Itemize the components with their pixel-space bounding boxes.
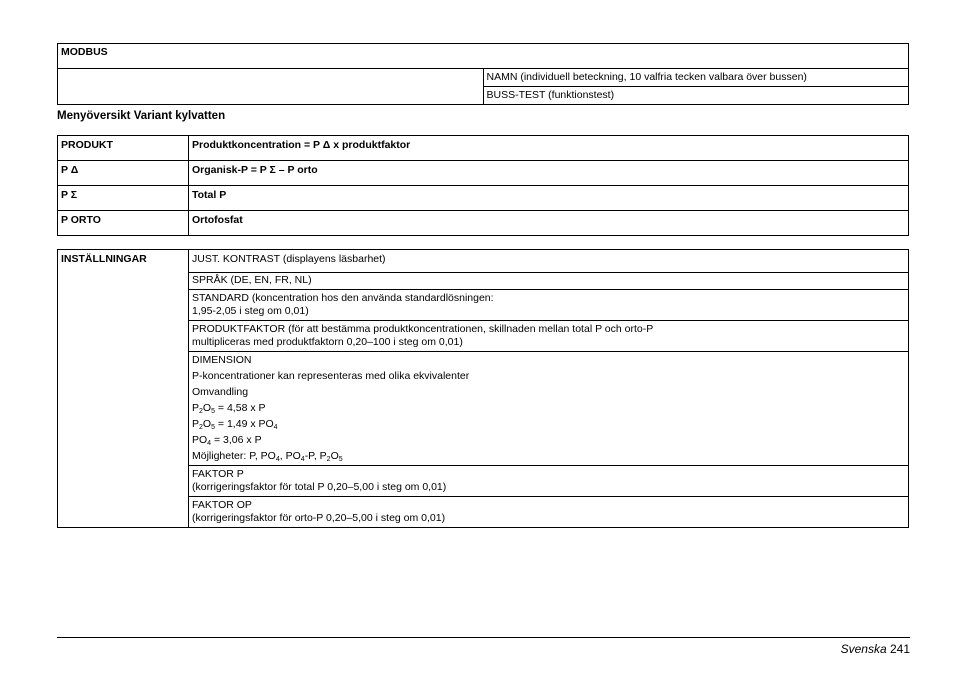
table-row: [58, 211, 909, 236]
faktor-p-title: FAKTOR P: [192, 468, 244, 480]
footer-language: Svenska: [840, 642, 887, 656]
settings-produktfaktor: [189, 321, 909, 352]
product-table: [57, 135, 909, 236]
settings-header: INSTÄLLNINGAR: [58, 250, 189, 528]
table-row: [58, 161, 909, 186]
settings-just-kontrast: JUST. KONTRAST (displayens läsbarhet): [189, 250, 909, 273]
modbus-empty-cell: [58, 69, 484, 105]
dimension-desc: P-koncentrationer kan representeras med olika ekvivalenter: [192, 370, 470, 382]
settings-produktfaktor-line1: PRODUKTFAKTOR (för att bestämma produktkoncentrationen, skillnaden mellan total P och orto-P: [192, 323, 654, 335]
modbus-row-namn: NAMN (individuell beteckning, 10 valfria tecken valbara över bussen): [483, 69, 909, 87]
dimension-formula-2: $P_2O_5 = 1,49$ x $PO_4$: [192, 418, 278, 431]
modbus-table: [57, 43, 909, 105]
product-value: Produktkoncentration = P Δ x produktfaktor: [189, 136, 909, 161]
product-value: Ortofosfat: [189, 211, 909, 236]
faktor-op-desc: (korrigeringsfaktor för orto-P 0,20–5,00 i steg om 0,01): [192, 512, 446, 524]
section-heading: Menyöversikt Variant kylvatten: [57, 110, 226, 122]
table-row: [58, 136, 909, 161]
product-value: Total P: [189, 186, 909, 211]
settings-standard-line1: STANDARD (koncentration hos den använda standardlösningen:: [192, 292, 494, 304]
product-value: Organisk-P = P Σ – P orto: [189, 161, 909, 186]
faktor-op-title: FAKTOR OP: [192, 499, 252, 511]
modbus-row-busstest: BUSS-TEST (funktionstest): [483, 87, 909, 105]
product-key: PRODUKT: [58, 136, 189, 161]
dimension-options: Möjligheter: P, $PO_4$, $PO_4-P$, $P_2O_5$: [192, 450, 343, 463]
dimension-formula-1: $P_2O_5 = 4,58$ x P: [192, 402, 266, 415]
dimension-title: DIMENSION: [192, 354, 252, 366]
settings-produktfaktor-line2: multipliceras med produktfaktorn 0,20–100 i steg om 0,01): [192, 336, 463, 348]
page-footer: [841, 642, 910, 656]
table-row: [58, 186, 909, 211]
settings-sprak: SPRÅK (DE, EN, FR, NL): [189, 273, 909, 290]
page-number: 241: [889, 642, 910, 656]
modbus-header: MODBUS: [58, 44, 909, 69]
product-key: P ORTO: [58, 211, 189, 236]
settings-table: [57, 249, 909, 528]
settings-standard: [189, 290, 909, 321]
settings-dimension: [189, 352, 909, 466]
footer-divider: [57, 637, 910, 638]
settings-faktor-op: [189, 497, 909, 528]
dimension-conversion: Omvandling: [192, 386, 249, 398]
faktor-p-desc: (korrigeringsfaktor för total P 0,20–5,00 i steg om 0,01): [192, 481, 447, 493]
settings-standard-line2: 1,95-2,05 i steg om 0,01): [192, 305, 309, 317]
product-key: P Δ: [58, 161, 189, 186]
dimension-formula-3: $PO_4 = 3,06$ x P: [192, 434, 262, 447]
settings-faktor-p: [189, 466, 909, 497]
product-key: P Σ: [58, 186, 189, 211]
